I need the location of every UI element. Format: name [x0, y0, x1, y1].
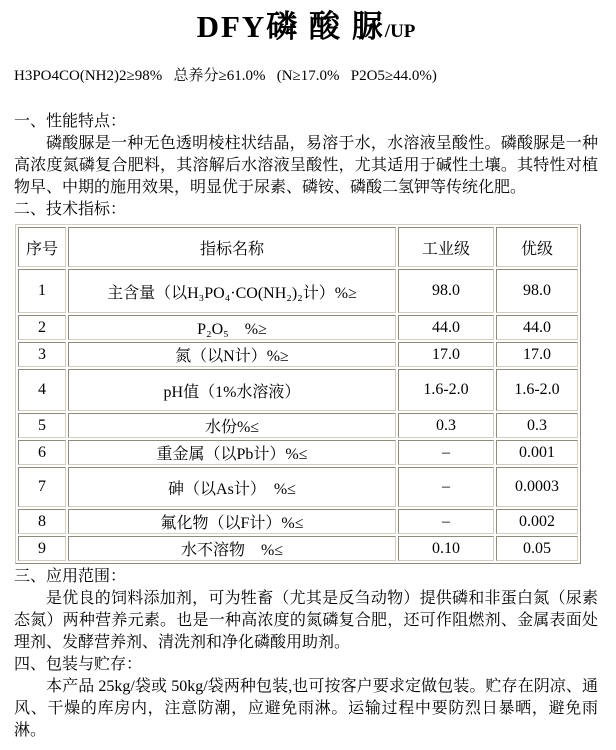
table-row: [18, 315, 578, 340]
section4-body: 本产品 25kg/袋或 50kg/袋两种包装,也可按客户要求定做包装。贮存在阴凉、通风、干燥的库房内，注意防潮，应避免雨淋。运输过程中要防烈日暴晒，避免雨淋。: [14, 678, 598, 739]
section1-heading: 一、性能特点：: [14, 113, 127, 130]
cell-industrial-value: 1.6-2.0: [398, 369, 494, 411]
page-title-main: DFY磷 酸 脲: [196, 9, 385, 44]
table-row: [18, 342, 578, 367]
cell-industrial-value: 0.3: [398, 413, 494, 438]
cell-industrial-value: 17.0: [398, 342, 494, 367]
spec-table: [15, 224, 581, 564]
cell-index: 2: [18, 315, 66, 340]
cell-premium-value: 0.001: [496, 440, 578, 465]
cell-index: 9: [18, 536, 66, 561]
cell-industrial-value: –: [398, 509, 494, 534]
table-row: [18, 413, 578, 438]
cell-index: 6: [18, 440, 66, 465]
cell-premium-value: 98.0: [496, 269, 578, 313]
cell-industrial-value: –: [398, 467, 494, 507]
cell-industrial-value: 0.10: [398, 536, 494, 561]
cell-indicator-name: 氟化物（以F计）%≤: [68, 509, 396, 534]
table-row: [18, 369, 578, 411]
cell-premium-value: 0.05: [496, 536, 578, 561]
page-title-suffix: /UP: [384, 21, 416, 42]
cell-index: 1: [18, 269, 66, 313]
cell-premium-value: 17.0: [496, 342, 578, 367]
col-header-premium-grade: 优级: [496, 227, 578, 267]
cell-indicator-name: 水份%≤: [68, 413, 396, 438]
cell-industrial-value: –: [398, 440, 494, 465]
table-row: [18, 269, 578, 313]
section2-heading: 二、技术指标：: [14, 201, 127, 218]
cell-index: 8: [18, 509, 66, 534]
cell-industrial-value: 44.0: [398, 315, 494, 340]
table-row: [18, 467, 578, 507]
cell-premium-value: 1.6-2.0: [496, 369, 578, 411]
cell-index: 7: [18, 467, 66, 507]
col-header-industrial-grade: 工业级: [398, 227, 494, 267]
table-row: [18, 440, 578, 465]
table-row: [18, 536, 578, 561]
section1-body: 磷酸脲是一种无色透明棱柱状结晶，易溶于水，水溶液呈酸性。磷酸脲是一种高浓度氮磷复合肥料，其溶解后水溶液呈酸性，尤其适用于碱性土壤。其特性对植物早、中期的施用效果，明显优于尿素、磷铵、磷酸二氢钾等传统化肥。: [14, 135, 598, 196]
section3-body: 是优良的饲料添加剂，可为牲畜（尤其是反刍动物）提供磷和非蛋白氮（尿素态氮）两种营养元素。也是一种高浓度的氮磷复合肥，还可作阻燃剂、金属表面处理剂、发酵营养剂、清洗剂和净化磷酸用助剂。: [14, 590, 598, 651]
col-header-indicator-name: 指标名称: [68, 227, 396, 267]
section4-heading: 四、包装与贮存：: [14, 656, 143, 673]
cell-indicator-name: 氮（以N计）%≥: [68, 342, 396, 367]
cell-indicator-name: 水不溶物 %≤: [68, 536, 396, 561]
section3-heading: 三、应用范围：: [14, 568, 127, 585]
table-header-row: [18, 227, 578, 267]
cell-premium-value: 0.002: [496, 509, 578, 534]
formula-line: H3PO4CO(NH2)2≥98% 总养分≥61.0% (N≥17.0% P2O5≥44.0%): [14, 68, 437, 84]
cell-indicator-name: 砷（以As计） %≤: [68, 467, 396, 507]
col-header-index: 序号: [18, 227, 66, 267]
cell-premium-value: 0.0003: [496, 467, 578, 507]
table-row: [18, 509, 578, 534]
cell-industrial-value: 98.0: [398, 269, 494, 313]
cell-indicator-name: pH值（1%水溶液）: [68, 369, 396, 411]
cell-index: 3: [18, 342, 66, 367]
cell-index: 5: [18, 413, 66, 438]
cell-index: 4: [18, 369, 66, 411]
cell-indicator-name: P₂O₅ %≥: [68, 315, 396, 340]
cell-premium-value: 44.0: [496, 315, 578, 340]
page-title: [14, 8, 598, 51]
cell-indicator-name: 重金属（以Pb计）%≤: [68, 440, 396, 465]
cell-premium-value: 0.3: [496, 413, 578, 438]
cell-indicator-name: 主含量（以H₃PO₄·CO(NH₂)₂计）%≥: [68, 269, 396, 313]
